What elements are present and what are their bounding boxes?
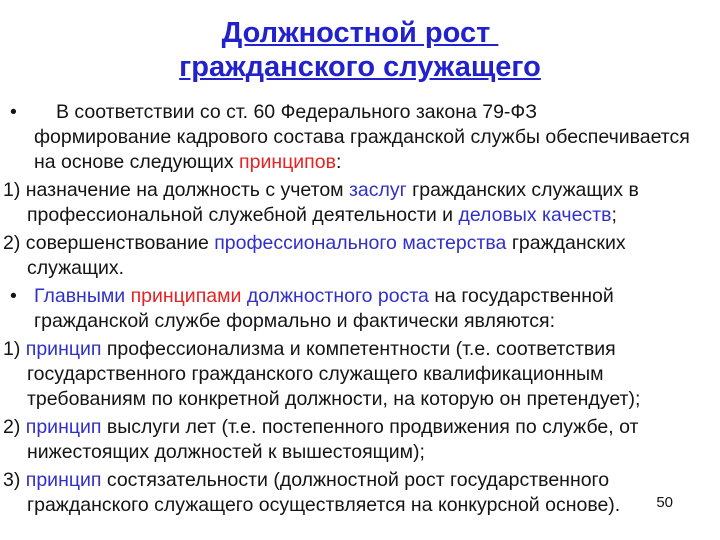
- text-segment: :: [335, 151, 342, 173]
- numbered-paragraph: [0, 415, 720, 465]
- text-segment-blue: принцип: [25, 338, 102, 360]
- text-segment: 2) совершенствование: [3, 232, 215, 254]
- text-segment-blue: принцип: [25, 416, 102, 438]
- bullet-paragraph: [0, 284, 720, 334]
- text-segment: 1): [3, 338, 26, 360]
- numbered-paragraph: [0, 178, 720, 228]
- text-segment-blue: заслуг: [348, 179, 407, 201]
- text-segment-red: принципами: [130, 285, 242, 307]
- text-line: [0, 362, 720, 387]
- text-line: [0, 440, 720, 465]
- text-line: [0, 309, 720, 334]
- text-segment-blue: профессионального мастерства: [214, 232, 507, 254]
- text-segment: гражданских служащих в: [406, 179, 639, 201]
- text-line: [0, 415, 720, 440]
- text-line: [0, 468, 720, 493]
- bullet-icon: •: [10, 101, 17, 123]
- text-segment: на основе следующих: [34, 151, 240, 173]
- text-segment-blue: должностного роста: [246, 285, 429, 307]
- text-line: [0, 387, 720, 412]
- text-line: [0, 493, 720, 518]
- text-line: [0, 231, 720, 256]
- slide-title: [0, 16, 720, 84]
- numbered-paragraph: [0, 231, 720, 281]
- text-segment: гражданского служащего осуществляется на конкурсной основе).: [27, 494, 621, 516]
- text-segment: выслуги лет (т.е. постепенного продвижения по службе, от: [101, 416, 639, 438]
- bullet-icon: •: [10, 285, 17, 307]
- text-segment: государственного гражданского служащего квалификационным: [27, 363, 604, 385]
- slide-body: [0, 100, 720, 521]
- bullet-paragraph: [0, 100, 720, 175]
- page-number: 50: [656, 494, 673, 511]
- text-segment-blue: деловых качеств: [458, 204, 612, 226]
- text-line: [0, 203, 720, 228]
- text-segment: профессиональной служебной деятельности и: [27, 204, 459, 226]
- text-segment: профессионализма и компетентности (т.е. соответствия: [101, 338, 616, 360]
- text-segment: гражданских: [506, 232, 626, 254]
- text-line: [0, 284, 720, 309]
- text-line: [0, 100, 720, 125]
- numbered-paragraph: [0, 468, 720, 518]
- text-segment: ;: [611, 204, 617, 226]
- text-segment: служащих.: [27, 257, 125, 279]
- text-segment-blue: принцип: [25, 469, 102, 491]
- text-segment: на государственной: [428, 285, 614, 307]
- text-line: [0, 150, 720, 175]
- text-line: [0, 178, 720, 203]
- text-line: [0, 256, 720, 281]
- text-segment: формирование кадрового состава гражданской службы обеспечивается: [34, 126, 690, 148]
- text-segment: нижестоящих должностей к вышестоящим);: [27, 441, 425, 463]
- text-segment: 2): [3, 416, 26, 438]
- text-line: [0, 125, 720, 150]
- text-segment: В соответствии со ст. 60 Федерального закона 79-ФЗ: [56, 101, 538, 123]
- text-segment: 3): [3, 469, 26, 491]
- text-segment: 1) назначение на должность с учетом: [3, 179, 349, 201]
- text-segment: требованиям по конкретной должности, на которую он претендует);: [27, 388, 641, 410]
- text-line: [0, 337, 720, 362]
- text-segment-blue: Главными: [34, 285, 126, 307]
- text-segment-red: принципов: [239, 151, 336, 173]
- text-segment: гражданской службе формально и фактически являются:: [34, 310, 556, 332]
- title-line-1: Должностной рост: [221, 17, 499, 49]
- numbered-paragraph: [0, 337, 720, 412]
- text-segment: состязательности (должностной рост государственного: [101, 469, 610, 491]
- title-line-2: гражданского служащего: [179, 51, 541, 83]
